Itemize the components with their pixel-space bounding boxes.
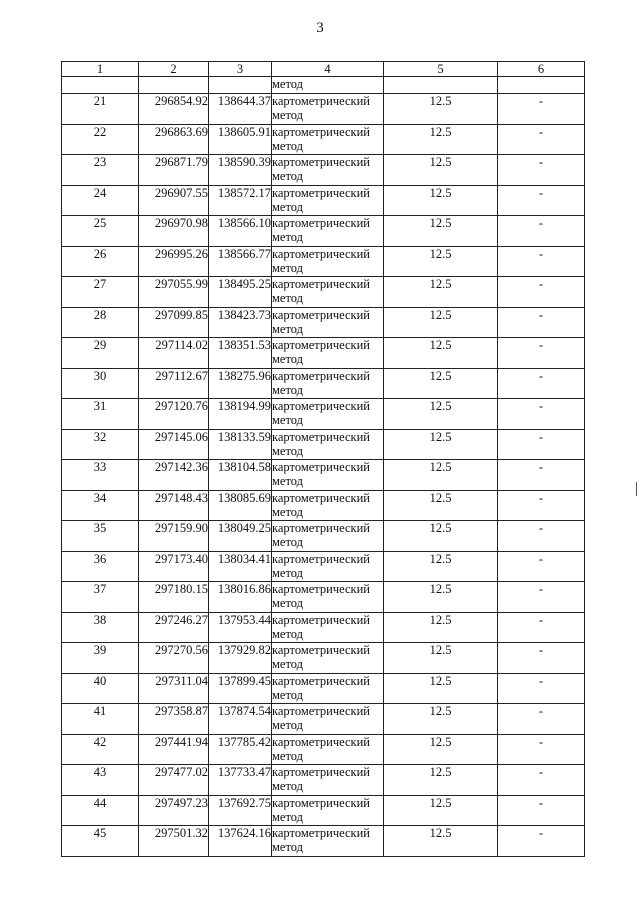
table-row bbox=[62, 551, 585, 582]
x-coordinate-cell: 297148.43 bbox=[139, 490, 209, 521]
x-coordinate-cell: 297358.87 bbox=[139, 704, 209, 735]
x-coordinate-cell: 297246.27 bbox=[139, 612, 209, 643]
y-coordinate-cell: 137874.54 bbox=[209, 704, 272, 735]
x-coordinate-cell: 296995.26 bbox=[139, 246, 209, 277]
note-cell: - bbox=[498, 765, 585, 796]
table-row bbox=[62, 582, 585, 613]
column-header: 2 bbox=[139, 62, 209, 77]
note-cell: - bbox=[498, 551, 585, 582]
point-number-cell: 31 bbox=[62, 399, 139, 430]
y-coordinate-cell: 138194.99 bbox=[209, 399, 272, 430]
table-row bbox=[62, 94, 585, 125]
y-coordinate-cell: 138644.37 bbox=[209, 94, 272, 125]
column-header: 6 bbox=[498, 62, 585, 77]
method-cell: картометрический метод bbox=[272, 734, 384, 765]
point-number-cell: 42 bbox=[62, 734, 139, 765]
column-header: 3 bbox=[209, 62, 272, 77]
x-coordinate-cell: 297501.32 bbox=[139, 826, 209, 857]
table-row bbox=[62, 734, 585, 765]
point-number-cell: 33 bbox=[62, 460, 139, 491]
accuracy-cell: 12.5 bbox=[384, 826, 498, 857]
accuracy-cell: 12.5 bbox=[384, 338, 498, 369]
note-cell: - bbox=[498, 582, 585, 613]
table-row bbox=[62, 185, 585, 216]
x-coordinate-cell: 296863.69 bbox=[139, 124, 209, 155]
table-row bbox=[62, 643, 585, 674]
y-coordinate-cell: 137692.75 bbox=[209, 795, 272, 826]
note-cell: - bbox=[498, 155, 585, 186]
y-coordinate-cell: 138016.86 bbox=[209, 582, 272, 613]
note-cell: - bbox=[498, 94, 585, 125]
accuracy-cell: 12.5 bbox=[384, 155, 498, 186]
note-cell: - bbox=[498, 826, 585, 857]
point-number-cell: 24 bbox=[62, 185, 139, 216]
accuracy-cell: 12.5 bbox=[384, 704, 498, 735]
method-cell: картометрический метод bbox=[272, 612, 384, 643]
note-cell: - bbox=[498, 795, 585, 826]
point-number-cell: 44 bbox=[62, 795, 139, 826]
note-cell: - bbox=[498, 490, 585, 521]
note-cell: - bbox=[498, 124, 585, 155]
method-cell: картометрический метод bbox=[272, 155, 384, 186]
table-body bbox=[62, 77, 585, 857]
note-cell: - bbox=[498, 216, 585, 247]
column-header: 4 bbox=[272, 62, 384, 77]
point-number-cell: 22 bbox=[62, 124, 139, 155]
table-row bbox=[62, 490, 585, 521]
table-row bbox=[62, 673, 585, 704]
method-cell: картометрический метод bbox=[272, 795, 384, 826]
x-coordinate-cell: 297055.99 bbox=[139, 277, 209, 308]
accuracy-cell: 12.5 bbox=[384, 124, 498, 155]
table-cell bbox=[384, 77, 498, 94]
y-coordinate-cell: 138423.73 bbox=[209, 307, 272, 338]
note-cell: - bbox=[498, 399, 585, 430]
point-number-cell: 34 bbox=[62, 490, 139, 521]
x-coordinate-cell: 296871.79 bbox=[139, 155, 209, 186]
point-number-cell: 29 bbox=[62, 338, 139, 369]
table-row bbox=[62, 277, 585, 308]
point-number-cell: 23 bbox=[62, 155, 139, 186]
table-row bbox=[62, 399, 585, 430]
y-coordinate-cell: 138049.25 bbox=[209, 521, 272, 552]
x-coordinate-cell: 297120.76 bbox=[139, 399, 209, 430]
note-cell: - bbox=[498, 307, 585, 338]
method-cell: картометрический метод bbox=[272, 460, 384, 491]
method-cell: картометрический метод bbox=[272, 124, 384, 155]
accuracy-cell: 12.5 bbox=[384, 307, 498, 338]
accuracy-cell: 12.5 bbox=[384, 246, 498, 277]
note-cell: - bbox=[498, 612, 585, 643]
x-coordinate-cell: 297099.85 bbox=[139, 307, 209, 338]
table-row bbox=[62, 612, 585, 643]
x-coordinate-cell: 297112.67 bbox=[139, 368, 209, 399]
header-row bbox=[62, 62, 585, 77]
table-row bbox=[62, 368, 585, 399]
y-coordinate-cell: 138566.77 bbox=[209, 246, 272, 277]
x-coordinate-cell: 297311.04 bbox=[139, 673, 209, 704]
point-number-cell: 38 bbox=[62, 612, 139, 643]
method-cell: картометрический метод bbox=[272, 368, 384, 399]
note-cell: - bbox=[498, 521, 585, 552]
y-coordinate-cell: 138566.10 bbox=[209, 216, 272, 247]
y-coordinate-cell: 138605.91 bbox=[209, 124, 272, 155]
accuracy-cell: 12.5 bbox=[384, 490, 498, 521]
y-coordinate-cell: 138133.59 bbox=[209, 429, 272, 460]
note-cell: - bbox=[498, 460, 585, 491]
table-row bbox=[62, 338, 585, 369]
method-cell: картометрический метод bbox=[272, 551, 384, 582]
coordinates-table bbox=[61, 61, 585, 857]
note-cell: - bbox=[498, 704, 585, 735]
accuracy-cell: 12.5 bbox=[384, 368, 498, 399]
table-row bbox=[62, 460, 585, 491]
note-cell: - bbox=[498, 368, 585, 399]
method-cell: картометрический метод bbox=[272, 643, 384, 674]
method-cell: картометрический метод bbox=[272, 704, 384, 735]
x-coordinate-cell: 297145.06 bbox=[139, 429, 209, 460]
x-coordinate-cell: 297180.15 bbox=[139, 582, 209, 613]
continuation-row bbox=[62, 77, 585, 94]
point-number-cell: 37 bbox=[62, 582, 139, 613]
table-cell bbox=[209, 77, 272, 94]
table-row bbox=[62, 216, 585, 247]
x-coordinate-cell: 296970.98 bbox=[139, 216, 209, 247]
accuracy-cell: 12.5 bbox=[384, 612, 498, 643]
method-cell: картометрический метод bbox=[272, 246, 384, 277]
method-cell: картометрический метод bbox=[272, 216, 384, 247]
point-number-cell: 36 bbox=[62, 551, 139, 582]
point-number-cell: 30 bbox=[62, 368, 139, 399]
point-number-cell: 40 bbox=[62, 673, 139, 704]
x-coordinate-cell: 297159.90 bbox=[139, 521, 209, 552]
method-cell: картометрический метод bbox=[272, 185, 384, 216]
note-cell: - bbox=[498, 277, 585, 308]
column-header: 5 bbox=[384, 62, 498, 77]
x-coordinate-cell: 297142.36 bbox=[139, 460, 209, 491]
accuracy-cell: 12.5 bbox=[384, 734, 498, 765]
point-number-cell: 27 bbox=[62, 277, 139, 308]
table-row bbox=[62, 429, 585, 460]
table-row bbox=[62, 765, 585, 796]
accuracy-cell: 12.5 bbox=[384, 795, 498, 826]
x-coordinate-cell: 297477.02 bbox=[139, 765, 209, 796]
y-coordinate-cell: 137929.82 bbox=[209, 643, 272, 674]
method-cell: картометрический метод bbox=[272, 582, 384, 613]
accuracy-cell: 12.5 bbox=[384, 185, 498, 216]
accuracy-cell: 12.5 bbox=[384, 460, 498, 491]
x-coordinate-cell: 296854.92 bbox=[139, 94, 209, 125]
table-cell bbox=[498, 77, 585, 94]
y-coordinate-cell: 138495.25 bbox=[209, 277, 272, 308]
x-coordinate-cell: 297497.23 bbox=[139, 795, 209, 826]
note-cell: - bbox=[498, 338, 585, 369]
table-row bbox=[62, 155, 585, 186]
accuracy-cell: 12.5 bbox=[384, 277, 498, 308]
method-cell: картометрический метод bbox=[272, 307, 384, 338]
y-coordinate-cell: 138104.58 bbox=[209, 460, 272, 491]
method-cell: картометрический метод bbox=[272, 826, 384, 857]
method-cell: картометрический метод bbox=[272, 399, 384, 430]
point-number-cell: 39 bbox=[62, 643, 139, 674]
note-cell: - bbox=[498, 643, 585, 674]
method-cell: картометрический метод bbox=[272, 521, 384, 552]
table-row bbox=[62, 704, 585, 735]
y-coordinate-cell: 137953.44 bbox=[209, 612, 272, 643]
x-coordinate-cell: 297173.40 bbox=[139, 551, 209, 582]
point-number-cell: 32 bbox=[62, 429, 139, 460]
y-coordinate-cell: 138351.53 bbox=[209, 338, 272, 369]
method-cell: картометрический метод bbox=[272, 94, 384, 125]
y-coordinate-cell: 138275.96 bbox=[209, 368, 272, 399]
accuracy-cell: 12.5 bbox=[384, 216, 498, 247]
scan-edge-mark bbox=[636, 482, 637, 496]
table-row bbox=[62, 521, 585, 552]
accuracy-cell: 12.5 bbox=[384, 551, 498, 582]
y-coordinate-cell: 137785.42 bbox=[209, 734, 272, 765]
accuracy-cell: 12.5 bbox=[384, 582, 498, 613]
table-row bbox=[62, 246, 585, 277]
table-cell bbox=[139, 77, 209, 94]
table-row bbox=[62, 826, 585, 857]
accuracy-cell: 12.5 bbox=[384, 673, 498, 704]
note-cell: - bbox=[498, 246, 585, 277]
table-row bbox=[62, 307, 585, 338]
y-coordinate-cell: 137733.47 bbox=[209, 765, 272, 796]
x-coordinate-cell: 297270.56 bbox=[139, 643, 209, 674]
y-coordinate-cell: 137899.45 bbox=[209, 673, 272, 704]
point-number-cell: 45 bbox=[62, 826, 139, 857]
accuracy-cell: 12.5 bbox=[384, 399, 498, 430]
accuracy-cell: 12.5 bbox=[384, 94, 498, 125]
method-cell: картометрический метод bbox=[272, 673, 384, 704]
point-number-cell: 25 bbox=[62, 216, 139, 247]
note-cell: - bbox=[498, 734, 585, 765]
accuracy-cell: 12.5 bbox=[384, 765, 498, 796]
accuracy-cell: 12.5 bbox=[384, 521, 498, 552]
point-number-cell: 21 bbox=[62, 94, 139, 125]
column-header: 1 bbox=[62, 62, 139, 77]
method-cell: картометрический метод bbox=[272, 429, 384, 460]
y-coordinate-cell: 138085.69 bbox=[209, 490, 272, 521]
y-coordinate-cell: 137624.16 bbox=[209, 826, 272, 857]
point-number-cell: 35 bbox=[62, 521, 139, 552]
page-number: 3 bbox=[316, 20, 324, 36]
note-cell: - bbox=[498, 429, 585, 460]
method-cell: картометрический метод bbox=[272, 277, 384, 308]
note-cell: - bbox=[498, 673, 585, 704]
table-row bbox=[62, 795, 585, 826]
y-coordinate-cell: 138034.41 bbox=[209, 551, 272, 582]
method-cell: картометрический метод bbox=[272, 765, 384, 796]
x-coordinate-cell: 297441.94 bbox=[139, 734, 209, 765]
x-coordinate-cell: 297114.02 bbox=[139, 338, 209, 369]
y-coordinate-cell: 138590.39 bbox=[209, 155, 272, 186]
table-cell bbox=[62, 77, 139, 94]
table-row bbox=[62, 124, 585, 155]
point-number-cell: 26 bbox=[62, 246, 139, 277]
point-number-cell: 43 bbox=[62, 765, 139, 796]
accuracy-cell: 12.5 bbox=[384, 643, 498, 674]
point-number-cell: 28 bbox=[62, 307, 139, 338]
note-cell: - bbox=[498, 185, 585, 216]
method-cell: картометрический метод bbox=[272, 490, 384, 521]
x-coordinate-cell: 296907.55 bbox=[139, 185, 209, 216]
table-cell: метод bbox=[272, 77, 384, 94]
y-coordinate-cell: 138572.17 bbox=[209, 185, 272, 216]
point-number-cell: 41 bbox=[62, 704, 139, 735]
method-cell: картометрический метод bbox=[272, 338, 384, 369]
accuracy-cell: 12.5 bbox=[384, 429, 498, 460]
table-header bbox=[62, 62, 585, 77]
